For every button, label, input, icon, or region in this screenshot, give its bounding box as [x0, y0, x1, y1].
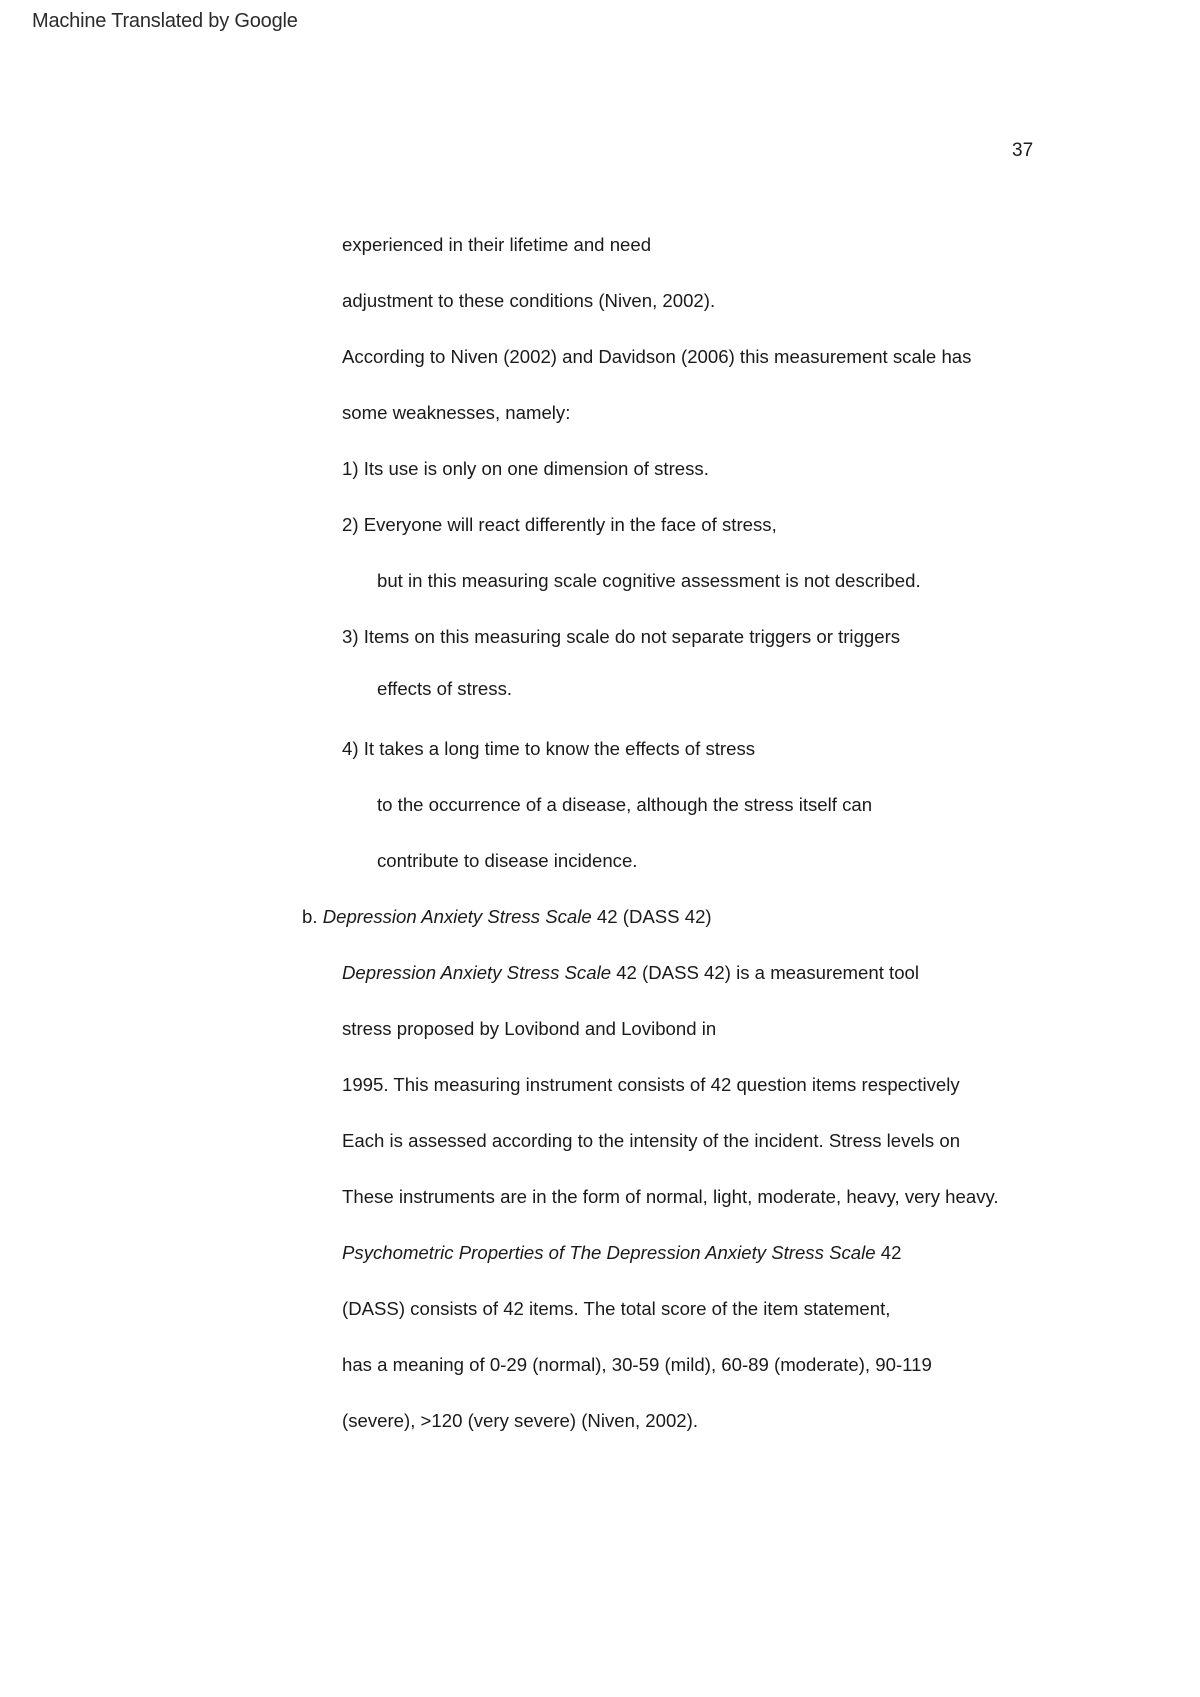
text-line-rest: 42: [875, 1242, 902, 1263]
list-item-3: 3) Items on this measuring scale do not separate triggers or triggers: [342, 626, 901, 647]
text-line: According to Niven (2002) and Davidson (2006) this measurement scale has: [342, 346, 972, 367]
list-item-4-continuation: to the occurrence of a disease, although the stress itself can: [377, 794, 873, 815]
text-line: (severe), >120 (very severe) (Niven, 2002).: [342, 1410, 699, 1431]
text-line: Each is assessed according to the intensity of the incident. Stress levels on: [342, 1130, 961, 1151]
list-item-4-continuation: contribute to disease incidence.: [377, 850, 638, 871]
machine-translation-banner: Machine Translated by Google: [32, 10, 298, 32]
scale-name-italic: Depression Anxiety Stress Scale: [322, 906, 592, 927]
text-line: These instruments are in the form of normal, light, moderate, heavy, very heavy.: [342, 1186, 999, 1207]
list-item-3-continuation: effects of stress.: [377, 678, 513, 699]
text-line: (DASS) consists of 42 items. The total score of the item statement,: [342, 1298, 891, 1319]
text-line: some weaknesses, namely:: [342, 402, 571, 423]
list-item-2: 2) Everyone will react differently in the face of stress,: [342, 514, 777, 535]
list-item-2-continuation: but in this measuring scale cognitive assessment is not described.: [377, 570, 921, 591]
section-label: b.: [302, 906, 323, 927]
scale-name-italic: Depression Anxiety Stress Scale: [342, 962, 612, 983]
section-heading-b: [302, 905, 712, 929]
text-line: has a meaning of 0-29 (normal), 30-59 (mild), 60-89 (moderate), 90-119: [342, 1354, 932, 1375]
text-line: stress proposed by Lovibond and Lovibond in: [342, 1018, 717, 1039]
text-line-rest: 42 (DASS 42) is a measurement tool: [611, 962, 920, 983]
text-line: adjustment to these conditions (Niven, 2002).: [342, 290, 716, 311]
cited-title-italic: Psychometric Properties of The Depression Anxiety Stress Scale: [342, 1242, 876, 1263]
section-heading-rest: 42 (DASS 42): [591, 906, 712, 927]
list-item-1: 1) Its use is only on one dimension of stress.: [342, 458, 709, 479]
text-line: experienced in their lifetime and need: [342, 234, 652, 255]
page-number: 37: [1012, 140, 1034, 161]
text-line: 1995. This measuring instrument consists of 42 question items respectively: [342, 1074, 960, 1095]
list-item-4: 4) It takes a long time to know the effects of stress: [342, 738, 756, 759]
text-line: [342, 1241, 901, 1265]
text-line: [342, 961, 919, 985]
